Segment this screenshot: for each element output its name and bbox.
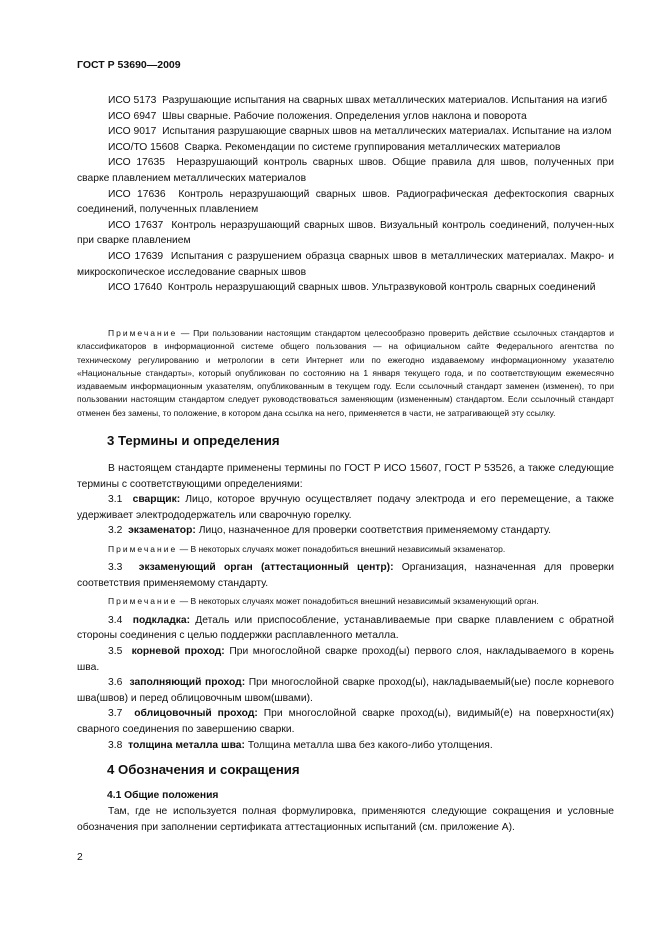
section-3-body [77,461,614,753]
term-3-7: 3.7 облицовочный проход: При многослойной сварке проход(ы), видимый(е) на поверхности(ях) сварного соединения по завершению сварки. [77,708,614,735]
note-exam-body: Примечание — В некоторых случаях может понадобиться внешний независимый экзаменующий орган. [108,596,539,607]
term-3-2: 3.2 экзаменатор: Лицо, назначенное для проверки соответствия применяемому стандарту. [108,525,551,537]
section-4-1-body [77,804,614,835]
page-number: 2 [77,852,83,863]
note-paragraph: Примечание — При пользовании настоящим стандартом целесообразно проверить действие ссылочных стандартов и классификаторов в информационной системе общего пользования — на официальном сайте Федерального агентства по техническому регулированию и метрологии в сети Интернет или по ежегодно издаваемому информационному указателю «Национальные стандарты», который опубликован по состоянию на 1 января текущего года, и по соответствующим ежемесячно издаваемым информационным указателям, опубликованным в текущем году. Если ссылочный стандарт заменен (изменен), то при пользовании настоящим стандартом следует руководствоваться заменяющим (измененным) стандартом. Если ссылочный стандарт отменен без замены, то положение, в котором дана ссылка на него, применяется в части, не затрагивающей эту ссылку. [77,328,614,418]
term-3-5: 3.5 корневой проход: При многослойной сварке проход(ы) первого слоя, накладываемого в корень шва. [77,645,614,673]
term-3-6: 3.6 заполняющий проход: При многослойной сварке проход(ы), накладываемый(ые) после корневого шва(швов) и перед облицовочным швом(швами). [77,677,614,704]
note-block [77,327,614,420]
reference-item: ИСО/ТО 15608 Сварка. Рекомендации по системе группирования металлических материалов [108,141,561,153]
section-4-title: 4 Обозначения и сокращения [107,762,300,777]
reference-item: ИСО 17636 Контроль неразрушающий сварных швов. Радиографическая дефектоскопия сварных соединений, полученных плавлением [77,188,614,216]
term-3-3: 3.3 экзаменующий орган (аттестационный центр): Организация, назначенная для проверки соответствия применяемому стандарту. [77,562,614,589]
reference-item: ИСО 17640 Контроль неразрушающий сварных швов. Ультразвуковой контроль сварных соединений [108,282,596,294]
term-3-1: 3.1 сварщик: Лицо, которое вручную осуществляет подачу электрода и его перемещение, а также удерживает электрододержатель или сварочную горелку. [77,494,614,521]
note-label: Примечание [108,328,178,338]
term-3-8: 3.8 толщина металла шва: Толщина металла шва без какого-либо утолщения. [108,739,493,751]
reference-item: ИСО 6947 Швы сварные. Рабочие положения. Определения углов наклона и поворота [108,110,527,122]
section-4-1-title: 4.1 Общие положения [107,790,219,801]
reference-item: ИСО 17637 Контроль неразрушающий сварных швов. Визуальный контроль соединений, получен-ных при сварке плавлением [77,219,614,247]
section-3-intro: В настоящем стандарте применены термины по ГОСТ Р ИСО 15607, ГОСТ Р 53526, а также следующие термины с соответствующими определениями: [77,463,614,490]
note-examiner: Примечание — В некоторых случаях может понадобиться внешний независимый экзаменатор. [108,543,506,554]
reference-item: ИСО 9017 Испытания разрушающие сварных швов на металлических материалах. Испытание на излом [108,126,612,138]
references-list [77,93,614,296]
reference-item: ИСО 17639 Испытания с разрушением образца сварных швов в металлических материалах. Макро- и микроскопическое исследование сварных швов [77,250,614,278]
reference-item: ИСО 17635 Неразрушающий контроль сварных швов. Общие правила для швов, полученных при сварке плавлением металлических материалов [77,157,614,184]
reference-item: ИСО 5173 Разрушающие испытания на сварных швах металлических материалов. Испытания на изгиб [108,95,608,106]
doc-header: ГОСТ Р 53690—2009 [77,59,181,71]
section-4-1-text: Там, где не используется полная формулировка, применяются следующие сокращения и условные обозначения при заполнении сертификата аттестационных испытаний (см. приложение А). [77,806,614,833]
section-3-title: 3 Термины и определения [107,433,280,448]
term-3-4: 3.4 подкладка: Деталь или приспособление, устанавливаемые при сварке плавлением с обратной стороны соединения с целью поддержки расплавленного металла. [77,614,614,642]
